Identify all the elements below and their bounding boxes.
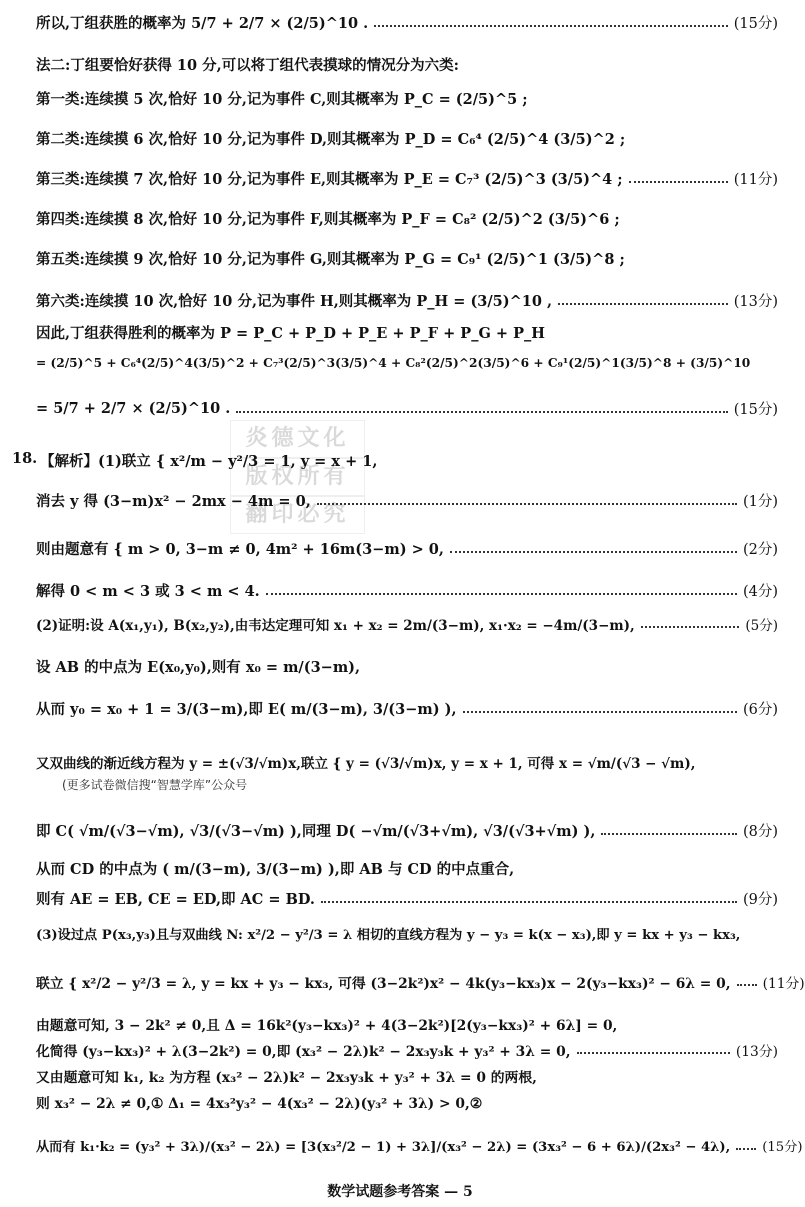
solution-line: 消去 y 得 (3−m)x² − 2mx − 4m = 0, (1分) xyxy=(36,493,778,510)
solution-line: (2)证明:设 A(x₁,y₁), B(x₂,y₂),由韦达定理可知 x₁ + x₂ = 2m/(3−m), x₁·x₂ = −4m/(3−m), (5分) xyxy=(36,618,778,634)
solution-line: 法二:丁组要恰好获得 10 分,可以将丁组代表摸球的情况分为六类: xyxy=(36,57,460,74)
solution-line: (3)设过点 P(x₃,y₃)且与双曲线 N: x²/2 − y²/3 = λ 相切的直线方程为 y − y₃ = k(x − x₃),即 y = kx + y₃ − kx₃, xyxy=(36,928,741,943)
solution-line: 设 AB 的中点为 E(x₀,y₀),则有 x₀ = m/(3−m), xyxy=(36,659,361,676)
watermark-line-2: 版权所有 xyxy=(230,458,365,496)
solution-line: = 5/7 + 2/7 × (2/5)^10 . (15分) xyxy=(36,400,778,418)
solution-line: 第一类:连续摸 5 次,恰好 10 分,记为事件 C,则其概率为 P_C = (2/5)^5 ; xyxy=(36,91,528,108)
question-number: 18. xyxy=(12,450,38,467)
solution-line: 即 C( √m/(√3−√m), √3/(√3−√m) ),同理 D( −√m/(√3+√m), √3/(√3+√m) ), (8分) xyxy=(36,823,778,840)
promo-note: (更多试卷微信搜“智慧学库”公众号 xyxy=(62,778,248,792)
solution-line: 解得 0 < m < 3 或 3 < m < 4. (4分) xyxy=(36,583,778,600)
solution-line: 第五类:连续摸 9 次,恰好 10 分,记为事件 G,则其概率为 P_G = C₉¹ (2/5)^1 (3/5)^8 ; xyxy=(36,251,625,268)
solution-line: 从而 y₀ = x₀ + 1 = 3/(3−m),即 E( m/(3−m), 3/(3−m) ), (6分) xyxy=(36,701,778,718)
solution-line: 从而 CD 的中点为 ( m/(3−m), 3/(3−m) ),即 AB 与 CD 的中点重合, xyxy=(36,861,515,878)
solution-line: 从而有 k₁·k₂ = (y₃² + 3λ)/(x₃² − 2λ) = [3(x₃²/2 − 1) + 3λ]/(x₃² − 2λ) = (3x₃² − 6 + 6λ)/(2x₃² − 4λ), (15分) xyxy=(36,1140,803,1155)
solution-line: 又由题意可知 k₁, k₂ 为方程 (x₃² − 2λ)k² − 2x₃y₃k + y₃² + 3λ = 0 的两根, xyxy=(36,1070,537,1086)
solution-line: 化简得 (y₃−kx₃)² + λ(3−2k²) = 0,即 (x₃² − 2λ)k² − 2x₃y₃k + y₃² + 3λ = 0, (13分) xyxy=(36,1044,778,1060)
solution-line: 【解析】(1)联立 { x²/m − y²/3 = 1, y = x + 1, xyxy=(40,453,378,470)
solution-line: 第三类:连续摸 7 次,恰好 10 分,记为事件 E,则其概率为 P_E = C₇³ (2/5)^3 (3/5)^4 ; (11分) xyxy=(36,171,778,188)
solution-line: 又双曲线的渐近线方程为 y = ±(√3/√m)x,联立 { y = (√3/√m)x, y = x + 1, 可得 x = √m/(√3 − √m), xyxy=(36,756,696,772)
solution-line: 由题意可知, 3 − 2k² ≠ 0,且 Δ = 16k²(y₃−kx₃)² + 4(3−2k²)[2(y₃−kx₃)² + 6λ] = 0, xyxy=(36,1018,618,1034)
solution-line: 所以,丁组获胜的概率为 5/7 + 2/7 × (2/5)^10 . (15分) xyxy=(36,15,778,32)
solution-line: 第二类:连续摸 6 次,恰好 10 分,记为事件 D,则其概率为 P_D = C₆⁴ (2/5)^4 (3/5)^2 ; xyxy=(36,131,626,148)
solution-line: 则由题意有 { m > 0, 3−m ≠ 0, 4m² + 16m(3−m) > 0, (2分) xyxy=(36,541,778,558)
solution-line: = (2/5)^5 + C₆⁴(2/5)^4(3/5)^2 + C₇³(2/5)^3(3/5)^4 + C₈²(2/5)^2(3/5)^6 + C₉¹(2/5)^1(3/5)^8 + (3/5)^10 xyxy=(36,356,751,370)
page-footer: 数学试题参考答案 — 5 xyxy=(327,1184,473,1200)
watermark-line-3: 翻印必究 xyxy=(230,496,365,534)
solution-line: 第六类:连续摸 10 次,恰好 10 分,记为事件 H,则其概率为 P_H = (3/5)^10 , (13分) xyxy=(36,293,778,310)
solution-line: 第四类:连续摸 8 次,恰好 10 分,记为事件 F,则其概率为 P_F = C₈² (2/5)^2 (3/5)^6 ; xyxy=(36,211,620,228)
solution-line: 则 x₃² − 2λ ≠ 0,① Δ₁ = 4x₃²y₃² − 4(x₃² − 2λ)(y₃² + 3λ) > 0,② xyxy=(36,1096,483,1112)
solution-line: 联立 { x²/2 − y²/3 = λ, y = kx + y₃ − kx₃, 可得 (3−2k²)x² − 4k(y₃−kx₃)x − 2(y₃−kx₃)² − 6λ = 0, (11分) xyxy=(36,976,805,992)
watermark-line-1: 炎德文化 xyxy=(230,420,365,458)
watermark-stamp xyxy=(230,420,365,532)
solution-line: 则有 AE = EB, CE = ED,即 AC = BD. (9分) xyxy=(36,891,778,908)
solution-line: 因此,丁组获得胜利的概率为 P = P_C + P_D + P_E + P_F + P_G + P_H xyxy=(36,325,545,342)
